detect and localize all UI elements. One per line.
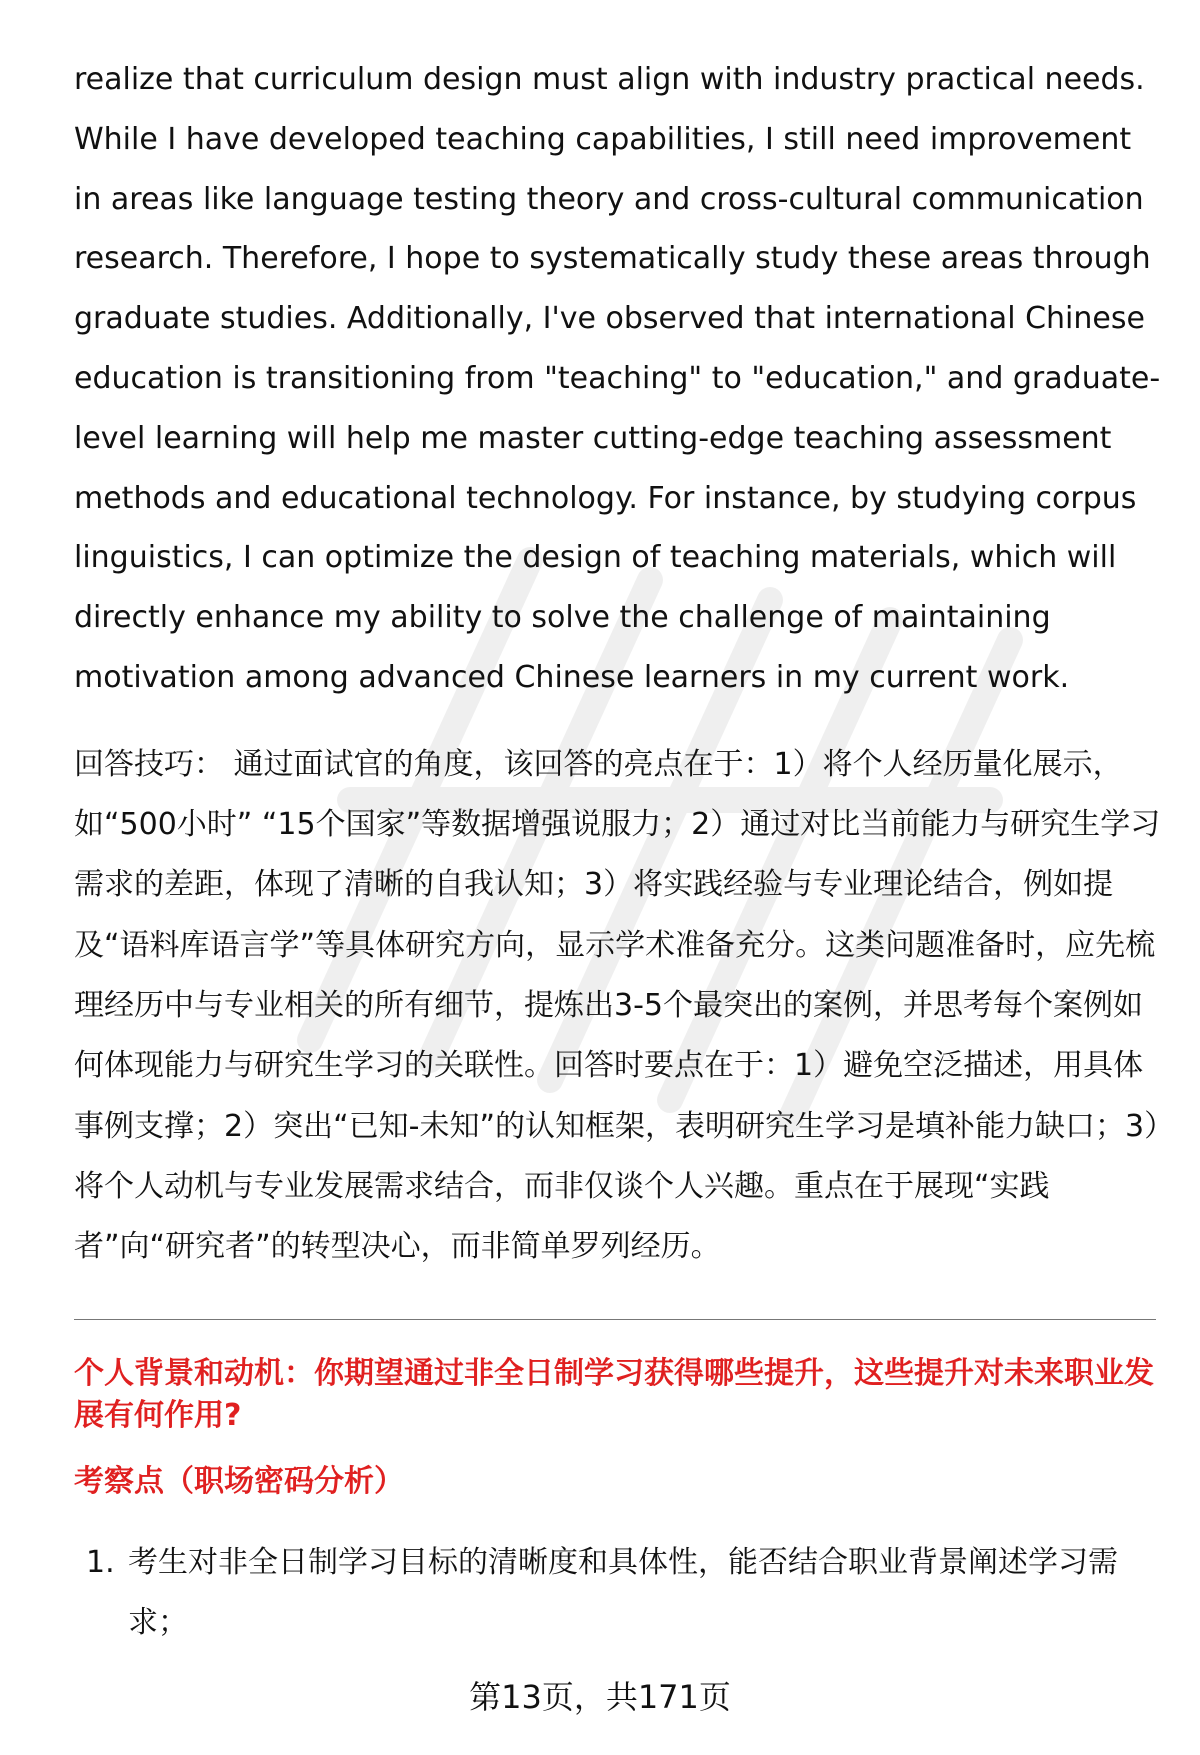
assessment-points-heading: 考察点（职场密码分析） (74, 1464, 404, 1500)
section-divider (74, 1319, 1156, 1320)
page-number-footer: 第13页，共171页 (469, 1678, 731, 1716)
document-page (74, 50, 1164, 1653)
list-item-number: 1. (86, 1545, 115, 1581)
list-item-text: 考生对非全日制学习目标的清晰度和具体性，能否结合职业背景阐述学习需求； (128, 1545, 1118, 1641)
question-title: 个人背景和动机：你期望通过非全日制学习获得哪些提升，这些提升对未来职业发展有何作用? (74, 1356, 1154, 1434)
english-answer-paragraph: realize that curriculum design must align with industry practical needs. While I have developed teaching capabilities, I still need improvement in areas like language testing theory and cross-cultural communication research. Therefore, I hope to systematically study these areas through graduate studies. Additionally, I've observed that international Chinese education is transitioning from "teaching" to "education," and graduate-level learning will help me master cutting-edge teaching assessment methods and educational technology. For instance, by studying corpus linguistics, I can optimize the design of teaching materials, which will directly enhance my ability to solve the challenge of maintaining motivation among advanced Chinese learners in my current work. (74, 62, 1161, 695)
assessment-points-list (74, 1533, 1164, 1653)
answer-tips-paragraph: 回答技巧： 通过面试官的角度，该回答的亮点在于：1）将个人经历量化展示，如“500小时” “15个国家”等数据增强说服力；2）通过对比当前能力与研究生学习需求的差距，体现了清晰的自我认知；3）将实践经验与专业理论结合，例如提及“语料库语言学”等具体研究方向，显示学术准备充分。这类问题准备时，应先梳理经历中与专业相关的所有细节，提炼出3-5个最突出的案例，并思考每个案例如何体现能力与研究生学习的关联性。回答时要点在于：1）避免空泛描述，用具体事例支撑；2）突出“已知-未知”的认知框架，表明研究生学习是填补能力缺口；3）将个人动机与专业发展需求结合，而非仅谈个人兴趣。重点在于展现“实践者”向“研究者”的转型决心，而非简单罗列经历。 (74, 746, 1161, 1265)
list-item (74, 1533, 1164, 1653)
